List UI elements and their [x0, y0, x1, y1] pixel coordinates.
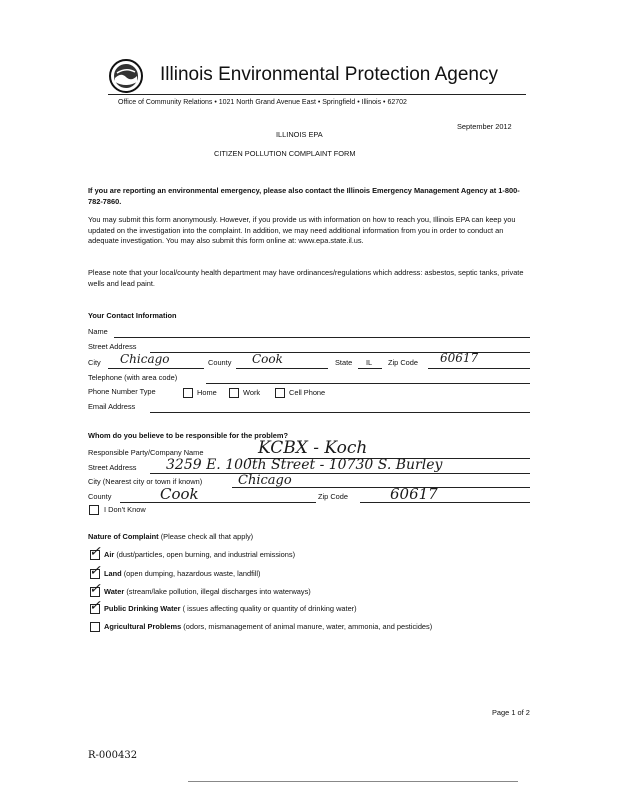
nature-item-title: Land: [104, 569, 122, 578]
local-health-notice: Please note that your local/county health department may have ordinances/regulations which address: asbestos, septic tanks, private wells and lead paint.: [88, 268, 524, 288]
contact-city-field[interactable]: [108, 368, 204, 369]
page-number: Page 1 of 2: [492, 708, 530, 717]
contact-county-value: Cook: [252, 352, 283, 366]
nature-heading-hint: (Please check all that apply): [160, 532, 254, 541]
header-rule: [108, 94, 526, 95]
agency-seal: [108, 58, 144, 94]
responsible-heading: Whom do you believe to be responsible for the problem?: [88, 431, 288, 440]
nature-item-title: Water: [104, 587, 125, 596]
email-label: Email Address: [88, 402, 136, 411]
nature-item-title: Air: [104, 550, 115, 559]
nature-item-label: [104, 622, 432, 631]
phone-home-checkbox[interactable]: [183, 388, 193, 398]
contact-state-field[interactable]: [358, 368, 382, 369]
contact-state-label: State: [335, 358, 353, 367]
form-date: September 2012: [457, 122, 512, 131]
responsible-county-label: County: [88, 492, 112, 501]
check-mark-icon: ✓: [89, 544, 101, 560]
anonymous-notice: You may submit this form anonymously. However, if you provide us with information on how to reach you, Illinois EPA can keep you updated on the investigation into the complaint. In addition, we may need additional information from you in order to conduct an adequate investigation. You may also submit this form online at: www.epa.state.il.us.: [88, 215, 516, 246]
check-mark-icon: ✓: [89, 581, 101, 597]
contact-zip-value: 60617: [440, 351, 479, 365]
responsible-street-field[interactable]: [150, 473, 530, 474]
nature-checkbox-air[interactable]: [89, 544, 101, 560]
dont-know-checkbox[interactable]: [89, 505, 99, 515]
contact-city-label: City: [88, 358, 101, 367]
nature-checkbox-land[interactable]: [89, 563, 101, 579]
check-mark-icon: ✓: [89, 563, 101, 579]
nature-item-label: [104, 569, 261, 578]
contact-county-field[interactable]: [236, 368, 328, 369]
nature-item-label: [104, 587, 311, 596]
party-label: Responsible Party/Company Name: [88, 448, 204, 457]
telephone-label: Telephone (with area code): [88, 373, 178, 382]
nature-item-description: (dust/particles, open burning, and industrial emissions): [114, 550, 296, 559]
nature-item-description: (stream/lake pollution, illegal discharges into waterways): [124, 587, 311, 596]
nature-item-label: [104, 604, 357, 613]
responsible-zip-field[interactable]: [360, 502, 530, 503]
responsible-city-label: City (Nearest city or town if known): [88, 477, 203, 486]
phone-work-label: Work: [243, 388, 261, 397]
nature-checkbox-water[interactable]: [89, 581, 101, 597]
name-field[interactable]: [114, 337, 530, 338]
nature-checkbox-public-drinking-water[interactable]: [89, 598, 101, 614]
nature-item-description: (open dumping, hazardous waste, landfill): [121, 569, 261, 578]
emergency-notice: If you are reporting an environmental emergency, please also contact the Illinois Emergency Management Agency at 1-800-782-7860.: [88, 186, 520, 206]
contact-zip-field[interactable]: [428, 368, 530, 369]
document-id: R-000432: [88, 750, 138, 761]
phone-cell-checkbox[interactable]: [275, 388, 285, 398]
nature-item-title: Agricultural Problems: [104, 622, 182, 631]
contact-zip-label: Zip Code: [388, 358, 418, 367]
responsible-street-label: Street Address: [88, 463, 137, 472]
name-label: Name: [88, 327, 108, 336]
telephone-field[interactable]: [206, 383, 530, 384]
nature-checkbox-agricultural-problems[interactable]: [90, 622, 100, 632]
phone-work-checkbox[interactable]: [229, 388, 239, 398]
contact-heading: Your Contact Information: [88, 311, 177, 320]
check-mark-icon: ✓: [89, 598, 101, 614]
contact-state-value: IL: [366, 358, 373, 367]
nature-heading: [88, 532, 253, 541]
phone-cell-label: Cell Phone: [289, 388, 326, 397]
agency-title: Illinois Environmental Protection Agency: [160, 64, 498, 85]
responsible-street-value: 3259 E. 100th Street - 10730 S. Burley: [166, 457, 443, 473]
contact-county-label: County: [208, 358, 232, 367]
nature-heading-title: Nature of Complaint: [88, 532, 159, 541]
responsible-county-field[interactable]: [120, 502, 316, 503]
responsible-zip-label: Zip Code: [318, 492, 348, 501]
phone-home-label: Home: [197, 388, 217, 397]
contact-street-label: Street Address: [88, 342, 137, 351]
phone-type-label: Phone Number Type: [88, 387, 156, 396]
org-name: ILLINOIS EPA: [276, 130, 323, 139]
nature-item-description: (odors, mismanagement of animal manure, water, ammonia, and pesticides): [181, 622, 433, 631]
responsible-county-value: Cook: [160, 485, 199, 503]
agency-address: Office of Community Relations • 1021 North Grand Avenue East • Springfield • Illinois • 62702: [118, 99, 407, 106]
party-value: KCBX - Koch: [258, 438, 368, 458]
nature-item-description: ( issues affecting quality or quantity of drinking water): [180, 604, 357, 613]
contact-city-value: Chicago: [120, 352, 170, 366]
nature-item-label: [104, 550, 295, 559]
responsible-city-value: Chicago: [238, 473, 292, 488]
email-field[interactable]: [150, 412, 530, 413]
footer-rule: [188, 781, 518, 782]
form-title: CITIZEN POLLUTION COMPLAINT FORM: [214, 149, 356, 158]
dont-know-label: I Don't Know: [104, 505, 146, 514]
responsible-zip-value: 60617: [390, 485, 438, 503]
nature-item-title: Public Drinking Water: [104, 604, 181, 613]
